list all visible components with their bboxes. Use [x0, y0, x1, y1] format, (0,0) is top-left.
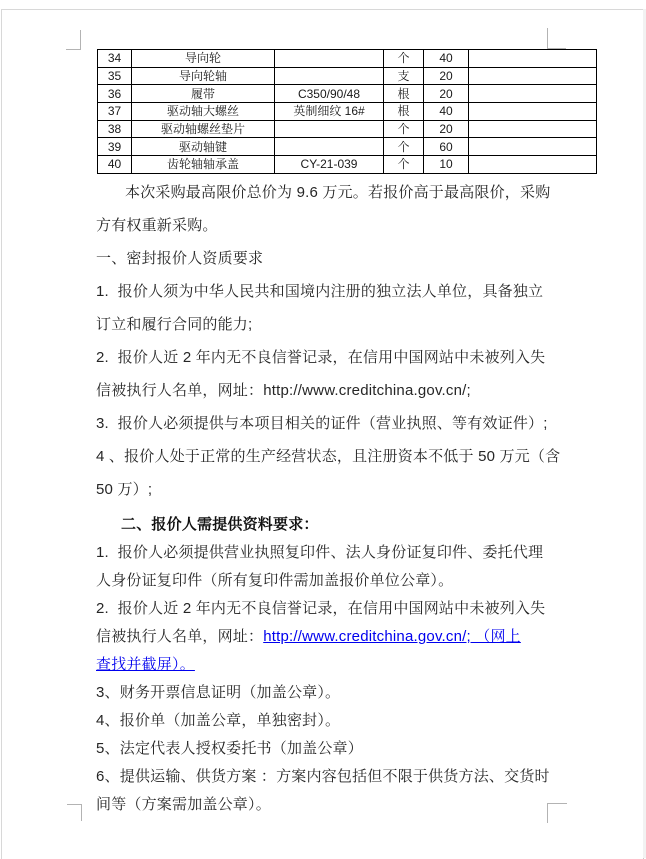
- text-segment: 2. 报价人近 2 年内无不良信誉记录，在信用中国网站中未被列入失: [96, 349, 546, 366]
- text-segment: 信被执行人名单，网址：: [96, 628, 264, 645]
- table-cell: 个: [384, 156, 424, 174]
- text-segment: 方有权重新采购。: [96, 217, 218, 234]
- text-line: [96, 251, 263, 267]
- table-cell: 个: [384, 120, 424, 138]
- text-line: [96, 573, 453, 589]
- text-segment: 本次采购最高限价总价为 9.6 万元。若报价高于最高限价，采购: [125, 184, 551, 201]
- text-line: [96, 629, 521, 645]
- text-line: [96, 383, 471, 399]
- text-line: [96, 416, 548, 432]
- text-segment: 50 万）;: [96, 481, 153, 498]
- text-segment: 人身份证复印件（所有复印件需加盖报价单位公章）。: [96, 572, 454, 589]
- table-cell: CY-21-039: [275, 156, 384, 174]
- table-cell: [469, 120, 597, 138]
- margin-crop-mark-bottom-left: [67, 804, 82, 821]
- table-cell: 34: [98, 50, 132, 68]
- table-cell: 39: [98, 138, 132, 156]
- text-line: [96, 601, 545, 617]
- table-cell: C350/90/48: [275, 85, 384, 103]
- section-heading: 二、报价人需提供资料要求：: [121, 516, 319, 533]
- table-row: [98, 156, 597, 174]
- text-segment: 订立和履行合同的能力;: [96, 316, 253, 333]
- table-cell: 60: [424, 138, 469, 156]
- table-row: [98, 67, 597, 85]
- text-segment: 5、法定代表人授权委托书（加盖公章）: [96, 740, 363, 757]
- text-line: [96, 685, 340, 701]
- creditchina-hyperlink[interactable]: http://www.creditchina.gov.cn/; （网上: [263, 628, 521, 645]
- text-segment: 4、报价单（加盖公章，单独密封）。: [96, 712, 341, 729]
- table-cell: 37: [98, 103, 132, 121]
- table-cell: 驱动轴大螺丝: [132, 103, 275, 121]
- table-row: [98, 120, 597, 138]
- text-line: [125, 185, 550, 201]
- table-cell: 导向轮轴: [132, 67, 275, 85]
- text-line: [96, 449, 560, 465]
- table-cell: [469, 85, 597, 103]
- margin-crop-mark-top-left: [66, 30, 81, 50]
- table-cell: 36: [98, 85, 132, 103]
- text-line: [96, 769, 550, 785]
- text-segment: 信被执行人名单，网址：http://www.creditchina.gov.cn/;: [96, 382, 471, 399]
- parts-table-body: [98, 50, 597, 174]
- table-cell: 支: [384, 67, 424, 85]
- table-cell: [275, 67, 384, 85]
- text-line: [96, 797, 271, 813]
- text-segment: 间等（方案需加盖公章）。: [96, 796, 271, 813]
- table-cell: [469, 67, 597, 85]
- table-cell: [275, 50, 384, 68]
- text-line: [121, 517, 319, 533]
- text-line: [96, 350, 545, 366]
- creditchina-hyperlink[interactable]: 查找并截屏）。: [96, 656, 195, 673]
- text-line: [96, 713, 340, 729]
- text-segment: 一、密封报价人资质要求: [96, 250, 264, 267]
- table-cell: 驱动轴螺丝垫片: [132, 120, 275, 138]
- table-cell: [469, 50, 597, 68]
- table-cell: [469, 138, 597, 156]
- table-cell: 40: [424, 50, 469, 68]
- text-line: [96, 741, 363, 757]
- table-cell: 根: [384, 85, 424, 103]
- table-cell: [275, 138, 384, 156]
- table-cell: [469, 103, 597, 121]
- text-line: [96, 657, 195, 673]
- text-segment: 2. 报价人近 2 年内无不良信誉记录，在信用中国网站中未被列入失: [96, 600, 546, 617]
- table-cell: 个: [384, 138, 424, 156]
- text-segment: 4 、报价人处于正常的生产经营状态，且注册资本不低于 50 万元（含: [96, 448, 561, 465]
- text-line: [96, 218, 218, 234]
- table-cell: [275, 120, 384, 138]
- table-cell: [469, 156, 597, 174]
- text-line: [96, 284, 543, 300]
- text-line: [96, 545, 543, 561]
- table-row: [98, 50, 597, 68]
- table-cell: 履带: [132, 85, 275, 103]
- table-cell: 10: [424, 156, 469, 174]
- table-cell: 根: [384, 103, 424, 121]
- table-cell: 个: [384, 50, 424, 68]
- table-row: [98, 138, 597, 156]
- margin-crop-mark-top-right: [547, 28, 566, 49]
- text-segment: 3. 报价人必须提供与本项目相关的证件（营业执照、等有效证件）;: [96, 415, 548, 432]
- margin-crop-mark-bottom-right: [547, 803, 567, 823]
- table-cell: 20: [424, 85, 469, 103]
- table-cell: 38: [98, 120, 132, 138]
- table-cell: 35: [98, 67, 132, 85]
- table-row: [98, 103, 597, 121]
- text-segment: 1. 报价人必须提供营业执照复印件、法人身份证复印件、委托代理: [96, 544, 544, 561]
- table-cell: 英制细纹 16#: [275, 103, 384, 121]
- text-segment: 6、提供运输、供货方案 ：方案内容包括但不限于供货方法、交货时: [96, 768, 550, 785]
- table-cell: 驱动轴键: [132, 138, 275, 156]
- text-segment: 3、财务开票信息证明（加盖公章）。: [96, 684, 341, 701]
- table-cell: 40: [424, 103, 469, 121]
- text-line: [96, 317, 252, 333]
- text-line: [96, 482, 152, 498]
- table-cell: 40: [98, 156, 132, 174]
- table-cell: 20: [424, 67, 469, 85]
- parts-table: [97, 49, 597, 174]
- table-cell: 导向轮: [132, 50, 275, 68]
- table-row: [98, 85, 597, 103]
- text-segment: 1. 报价人须为中华人民共和国境内注册的独立法人单位，具备独立: [96, 283, 544, 300]
- table-cell: 齿轮轴轴承盖: [132, 156, 275, 174]
- table-cell: 20: [424, 120, 469, 138]
